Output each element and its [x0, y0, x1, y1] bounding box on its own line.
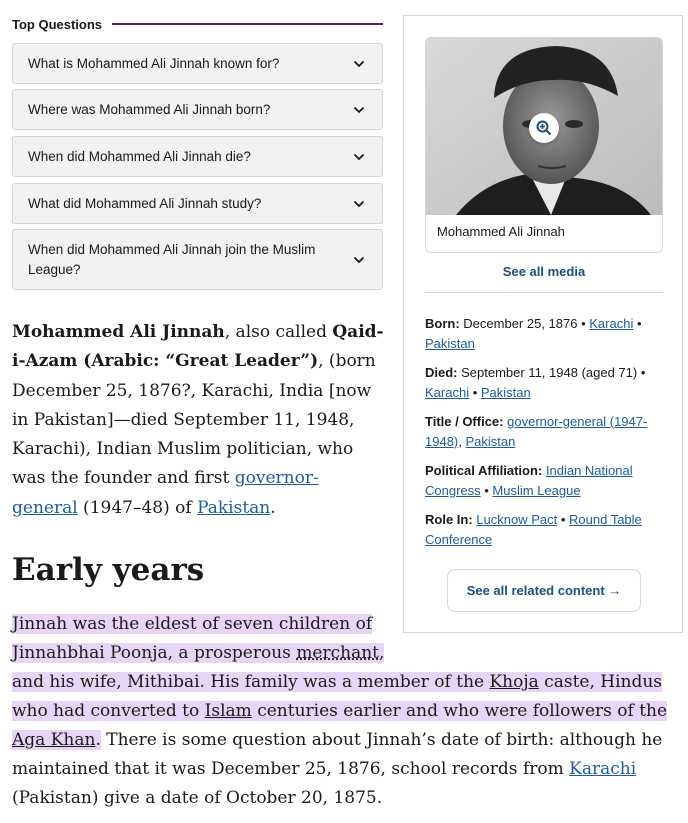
merchant-term[interactable]: merchant [296, 643, 380, 663]
fact-born [425, 314, 665, 354]
fact-political-affiliation [425, 461, 665, 501]
highlighted-text-part: caste, Hindus who had converted to [12, 672, 663, 721]
fact-died [425, 363, 665, 403]
chevron-down-icon [352, 150, 366, 164]
intro-text: . [270, 497, 276, 518]
fact-value: September 11, 1948 (aged 71) • [457, 365, 646, 380]
highlighted-text-part: Jinnahbhai Poonja, a prosperous [12, 643, 297, 663]
question-item[interactable] [12, 136, 383, 177]
intro-paragraph [12, 318, 384, 523]
highlighted-text-part: , [379, 643, 385, 663]
highlighted-text-part: and his wife, Mithibai. His family was a member of the [12, 672, 490, 692]
subject-alias: Qaid-i-Azam (Arabic: “Great Leader”) [12, 322, 384, 372]
top-questions-divider [112, 23, 383, 25]
fact-separator: • [480, 483, 493, 498]
fact-separator: • [557, 512, 570, 527]
office-pakistan-link[interactable]: Pakistan [465, 434, 516, 449]
highlighted-text-part: . [95, 730, 101, 750]
fact-separator: • [633, 316, 642, 331]
fact-role-in [425, 510, 665, 550]
fact-label: Died: [425, 365, 458, 380]
fact-separator: • [469, 385, 481, 400]
born-pakistan-link[interactable]: Pakistan [425, 336, 475, 351]
round-table-conference-link[interactable]: Round Table Conference [425, 512, 642, 547]
subject-name: Mohammed Ali Jinnah [12, 322, 225, 342]
section-heading: Early years [12, 552, 205, 588]
chevron-down-icon [352, 197, 366, 211]
governor-general-office-link[interactable]: governor-general (1947-1948) [425, 414, 648, 449]
fact-label: Title / Office: [425, 414, 504, 429]
question-item[interactable] [12, 89, 383, 130]
fact-value: December 25, 1876 • [459, 316, 590, 331]
chevron-down-icon [352, 253, 366, 267]
indian-national-congress-link[interactable]: Indian National Congress [425, 463, 633, 498]
zoom-in-icon[interactable] [529, 113, 559, 143]
fact-separator: , [458, 434, 466, 449]
question-text: What did Mohammed Ali Jinnah study? [28, 195, 262, 211]
paragraph-text: (Pakistan) give a date of October 20, 1875. [12, 788, 383, 808]
chevron-down-icon [352, 57, 366, 71]
khoja-link[interactable]: Khoja [489, 672, 539, 692]
governor-general-link[interactable]: governor-general [12, 468, 319, 518]
lucknow-pact-link[interactable]: Lucknow Pact [476, 512, 558, 527]
intro-text: (1947–48) of [77, 497, 198, 518]
intro-text: , (born December 25, 1876?, Karachi, India [now in Pakistan]—died September 11, 1948, Karachi), Indian Muslim politician, who was the founder and first [12, 351, 376, 489]
quick-facts [425, 314, 665, 559]
died-pakistan-link[interactable]: Pakistan [480, 385, 531, 400]
pakistan-link[interactable]: Pakistan [197, 497, 271, 518]
card-divider [425, 292, 663, 293]
highlighted-text-part: centuries earlier and who were followers of the [251, 701, 668, 721]
question-text: Where was Mohammed Ali Jinnah born? [28, 101, 271, 117]
fact-title-office [425, 412, 665, 452]
fact-label: Political Affiliation: [425, 463, 543, 478]
intro-text: , also called [224, 322, 333, 342]
early-years-paragraph [12, 610, 684, 813]
question-text: When did Mohammed Ali Jinnah die? [28, 148, 251, 164]
top-questions-header [12, 14, 383, 34]
paragraph-text: There is some question about Jinnah’s date of birth: although he maintained that it was December 25, 1876, school records from [12, 730, 663, 779]
chevron-down-icon [352, 103, 366, 117]
info-card [403, 15, 683, 633]
born-karachi-link[interactable]: Karachi [589, 316, 634, 331]
see-all-media-link[interactable]: See all media [502, 264, 586, 279]
question-item[interactable] [12, 229, 383, 290]
muslim-league-link[interactable]: Muslim League [492, 483, 581, 498]
highlighted-text [12, 643, 384, 663]
islam-link[interactable]: Islam [204, 701, 252, 721]
died-karachi-link[interactable]: Karachi [425, 385, 470, 400]
fact-label: Role In: [425, 512, 473, 527]
question-text: When did Mohammed Ali Jinnah join the Muslim League? [28, 241, 316, 277]
question-text: What is Mohammed Ali Jinnah known for? [28, 55, 280, 71]
question-item[interactable] [12, 43, 383, 84]
karachi-link[interactable]: Karachi [569, 759, 637, 779]
media-tile[interactable] [425, 37, 663, 253]
aga-khan-link[interactable]: Aga Khan [12, 730, 96, 750]
media-caption: Mohammed Ali Jinnah [437, 224, 565, 239]
fact-label: Born: [425, 316, 460, 331]
highlighted-text: Jinnah was the eldest of seven children of [12, 614, 373, 634]
question-item[interactable] [12, 183, 383, 224]
see-all-related-button[interactable]: See all related content → [447, 569, 641, 612]
top-questions-title: Top Questions [12, 16, 103, 32]
